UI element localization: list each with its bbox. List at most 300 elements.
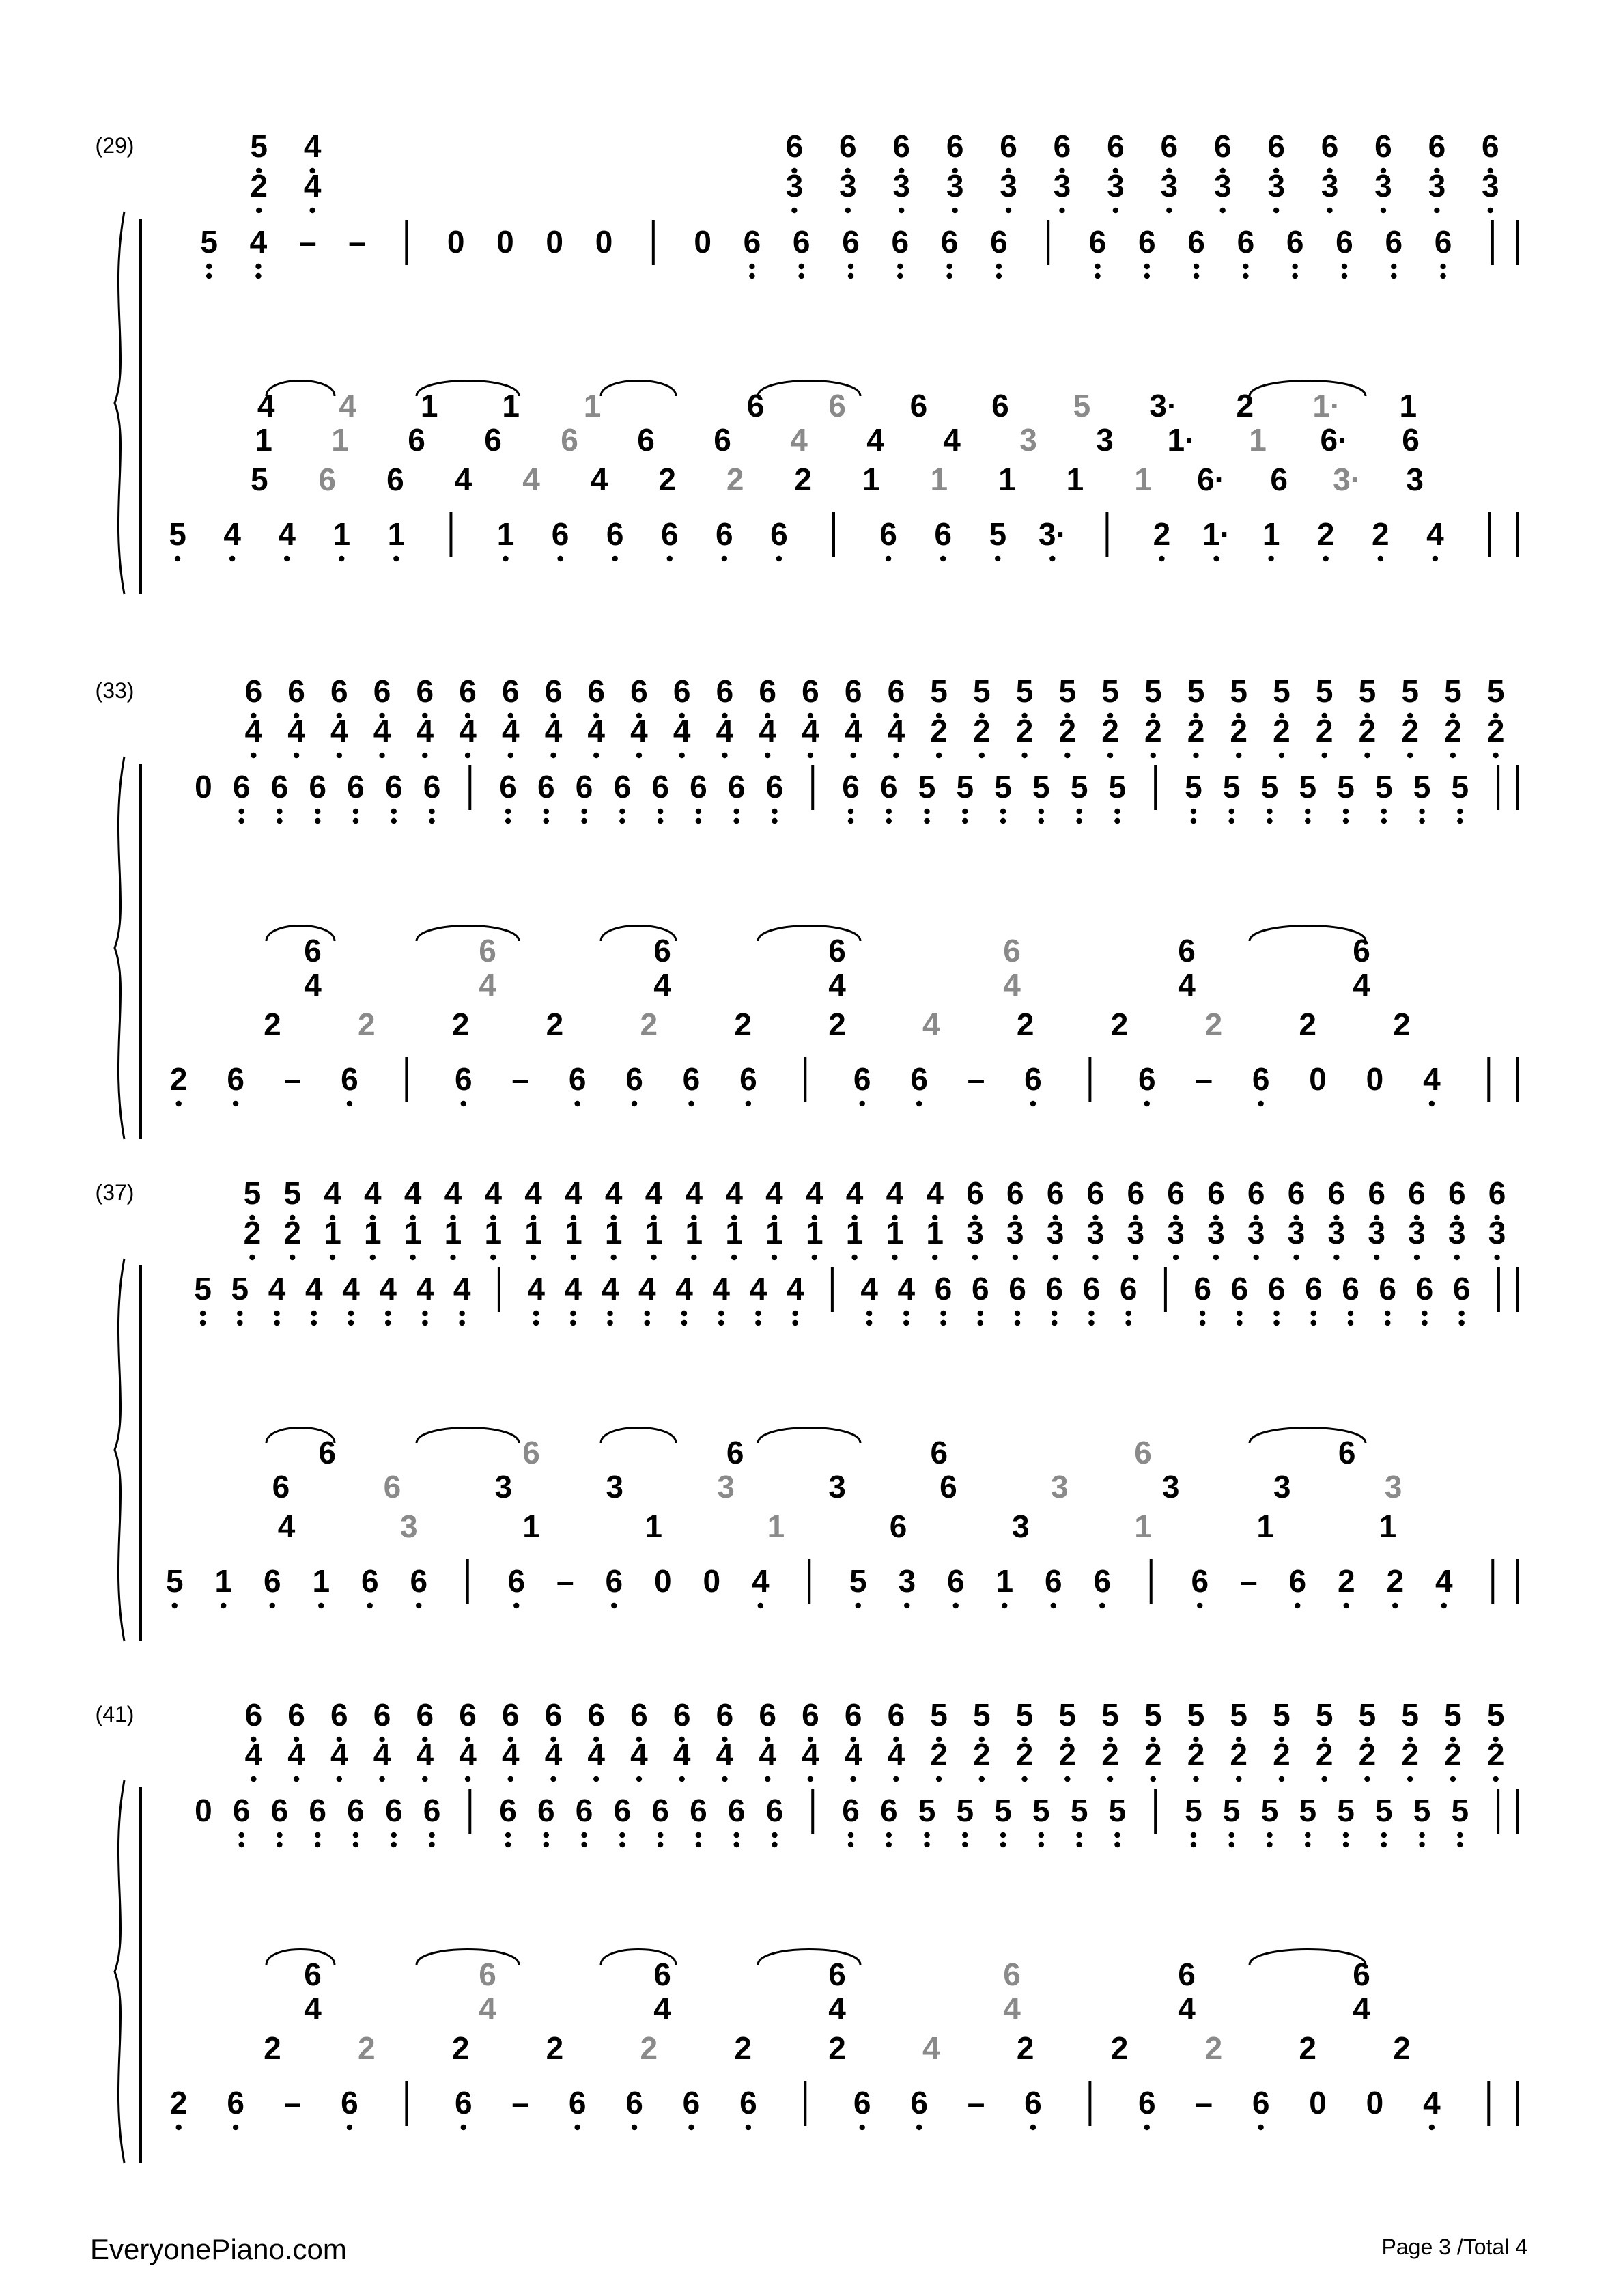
octave-dot — [1015, 1311, 1020, 1316]
octave-dot — [1114, 809, 1120, 814]
octave-dot — [1343, 809, 1349, 814]
treble-chord-note: 6 — [1107, 128, 1125, 164]
treble-note: 0 — [195, 1793, 212, 1828]
octave-dot — [924, 1842, 929, 1847]
octave-dot — [422, 1320, 427, 1326]
bass-chord-note: 2 — [264, 2030, 281, 2066]
octave-dot — [932, 1255, 937, 1260]
bass-chord-note: 6 — [991, 388, 1009, 423]
octave-dot — [1144, 273, 1150, 279]
octave-dot — [658, 818, 663, 824]
treble-chord-note: 5 — [1187, 1697, 1205, 1733]
octave-dot — [848, 264, 853, 269]
bass-note: 6 — [568, 1061, 587, 1097]
octave-dot — [249, 1255, 255, 1260]
treble-chord-note: 4 — [926, 1175, 944, 1211]
octave-dot — [632, 1101, 637, 1106]
octave-dot — [1292, 264, 1297, 269]
octave-dot — [1342, 264, 1347, 269]
octave-dot — [429, 809, 434, 814]
octave-dot — [318, 1603, 324, 1608]
bass-chord-note: 1 — [930, 462, 948, 497]
slur — [758, 1428, 860, 1444]
treble-note: 4 — [342, 1271, 360, 1306]
octave-dot — [1429, 2125, 1435, 2130]
bass-chord-note: 1 — [1399, 388, 1417, 423]
slur — [417, 1950, 519, 1965]
treble-chord-note: 4 — [802, 1737, 819, 1772]
octave-dot — [1273, 1320, 1279, 1326]
bass-chord-note: 6· — [1320, 422, 1349, 458]
bass-chord-note: 6 — [304, 1957, 322, 1992]
octave-dot — [611, 1603, 617, 1608]
treble-note: 6 — [651, 769, 669, 804]
treble-chord-note: 1 — [805, 1215, 823, 1250]
treble-chord-note: 3 — [1167, 1215, 1185, 1250]
treble-note: 5 — [1451, 769, 1469, 804]
octave-dot — [550, 1776, 556, 1782]
octave-dot — [681, 1320, 687, 1326]
treble-chord-note: 5 — [973, 1697, 991, 1733]
bass-note: 6 — [606, 516, 624, 552]
octave-dot — [667, 556, 673, 561]
bass-chord-note: 4 — [866, 422, 884, 458]
octave-dot — [581, 1832, 587, 1838]
treble-chord-note: 6 — [1160, 128, 1179, 164]
treble-note: 6 — [575, 1793, 593, 1828]
bass-chord-note: 2 — [1110, 2030, 1129, 2066]
octave-dot — [936, 1776, 942, 1782]
treble-chord-note: 2 — [1273, 713, 1290, 748]
treble-chord-note: 3 — [1086, 1215, 1105, 1250]
treble-chord-note: 6 — [1213, 128, 1232, 164]
octave-dot — [848, 818, 853, 824]
octave-dot — [1236, 753, 1241, 758]
octave-dot — [1095, 273, 1100, 279]
octave-dot — [1391, 264, 1396, 269]
treble-note: 4 — [638, 1271, 656, 1306]
octave-dot — [1273, 1311, 1279, 1316]
octave-dot — [1002, 1603, 1007, 1608]
octave-dot — [505, 1832, 511, 1838]
treble-chord-note: 2 — [243, 1215, 262, 1250]
treble-note: 6 — [423, 1793, 441, 1828]
octave-dot — [315, 1832, 320, 1838]
octave-dot — [347, 2125, 352, 2130]
octave-dot — [746, 1101, 751, 1106]
bass-note: 4 — [1426, 516, 1444, 552]
treble-chord-note: 4 — [805, 1175, 823, 1211]
octave-dot — [1493, 1776, 1498, 1782]
octave-dot — [1229, 1842, 1234, 1847]
bass-note: 4 — [278, 516, 296, 552]
treble-chord-note: 5 — [1358, 1697, 1377, 1733]
bass-chord-note: 6 — [318, 1435, 337, 1470]
octave-dot — [1193, 753, 1198, 758]
octave-dot — [544, 1842, 549, 1847]
treble-chord-note: 6 — [373, 673, 391, 709]
octave-dot — [459, 1311, 464, 1316]
treble-note: 5 — [918, 769, 936, 804]
treble-chord-note: 5 — [1058, 673, 1077, 709]
bass-note: – — [511, 1061, 530, 1097]
octave-dot — [1088, 1311, 1094, 1316]
bass-chord-note: 4 — [790, 422, 808, 458]
treble-chord-note: 1 — [886, 1215, 904, 1250]
octave-dot — [1494, 1255, 1499, 1260]
octave-dot — [1144, 2125, 1150, 2130]
treble-note: 0 — [546, 224, 564, 260]
treble-chord-note: 6 — [416, 1697, 434, 1733]
octave-dot — [391, 1832, 397, 1838]
octave-dot — [953, 1603, 959, 1608]
treble-chord-note: 6 — [1428, 128, 1446, 164]
treble-chord-note: 6 — [802, 673, 819, 709]
treble-note: 4 — [268, 1271, 286, 1306]
octave-dot — [1419, 1842, 1424, 1847]
octave-dot — [550, 753, 556, 758]
treble-chord-note: 4 — [673, 1737, 691, 1772]
octave-dot — [422, 753, 427, 758]
treble-chord-note: 2 — [1401, 1737, 1419, 1772]
octave-dot — [570, 1311, 576, 1316]
octave-dot — [391, 809, 397, 814]
bass-chord-note: 4 — [304, 967, 322, 1003]
treble-chord-note: 3 — [1481, 168, 1499, 204]
octave-dot — [886, 556, 891, 561]
treble-note: 6 — [743, 224, 761, 260]
bass-note: 6 — [770, 516, 788, 552]
octave-dot — [1220, 208, 1226, 213]
octave-dot — [337, 753, 342, 758]
bass-chord-note: 4 — [479, 1991, 496, 2026]
octave-dot — [808, 1776, 813, 1782]
bass-chord-note: 6 — [561, 422, 578, 458]
treble-note: 6 — [1082, 1271, 1101, 1306]
treble-chord-note: 1 — [845, 1215, 864, 1250]
bass-note: 6 — [853, 1061, 871, 1097]
treble-note: 5 — [1375, 1793, 1393, 1828]
bass-chord-note: 4 — [828, 967, 846, 1003]
bass-note: – — [967, 2085, 985, 2120]
octave-dot — [339, 556, 344, 561]
octave-dot — [755, 1320, 761, 1326]
octave-dot — [505, 809, 511, 814]
treble-chord-note: 5 — [930, 673, 948, 709]
bass-note: 6 — [1138, 2085, 1156, 2120]
treble-note: 6 — [499, 769, 517, 804]
bass-note: 6 — [341, 1061, 358, 1097]
treble-note: 4 — [249, 224, 268, 260]
octave-dot — [1344, 1603, 1349, 1608]
octave-dot — [311, 1311, 317, 1316]
octave-dot — [570, 1320, 576, 1326]
octave-dot — [1419, 809, 1424, 814]
octave-dot — [1200, 1320, 1205, 1326]
treble-chord-note: 4 — [587, 1737, 606, 1772]
treble-note: 5 — [1032, 769, 1050, 804]
bass-note: 1 — [996, 1563, 1014, 1599]
bass-note: 1 — [1262, 516, 1280, 552]
octave-dot — [237, 1311, 242, 1316]
treble-chord-note: 4 — [544, 713, 563, 748]
octave-dot — [848, 1832, 853, 1838]
octave-dot — [1279, 753, 1284, 758]
octave-dot — [1243, 264, 1248, 269]
octave-dot — [593, 1776, 599, 1782]
octave-dot — [1305, 809, 1310, 814]
bass-note: 5 — [169, 516, 186, 552]
octave-dot — [1422, 1320, 1427, 1326]
octave-dot — [611, 1255, 617, 1260]
treble-chord-note: 1 — [765, 1215, 783, 1250]
bass-note: 3· — [1038, 516, 1067, 552]
treble-note: 4 — [527, 1271, 545, 1306]
bass-chord-note: 4 — [943, 422, 961, 458]
page-number: Page 3 /Total 4 — [1381, 2235, 1527, 2259]
treble-note: – — [348, 224, 366, 260]
octave-dot — [899, 208, 904, 213]
octave-dot — [581, 1842, 587, 1847]
bass-chord-note: 2 — [1236, 388, 1254, 423]
octave-dot — [237, 1320, 242, 1326]
octave-dot — [1064, 753, 1070, 758]
treble-note: 6 — [842, 224, 860, 260]
octave-dot — [459, 1320, 464, 1326]
treble-chord-note: 4 — [501, 1737, 520, 1772]
treble-chord-note: 6 — [459, 1697, 477, 1733]
octave-dot — [508, 753, 513, 758]
treble-chord-note: 4 — [844, 1737, 862, 1772]
treble-chord-note: 2 — [1358, 1737, 1377, 1772]
treble-chord-note: 2 — [1444, 713, 1462, 748]
bass-note: 6 — [1191, 1563, 1209, 1599]
treble-chord-note: 4 — [887, 1737, 905, 1772]
treble-chord-note: 6 — [1287, 1175, 1306, 1211]
octave-dot — [1166, 208, 1172, 213]
treble-note: 6 — [1088, 224, 1107, 260]
treble-chord-note: 6 — [544, 673, 563, 709]
octave-dot — [1267, 818, 1272, 824]
treble-note: 4 — [564, 1271, 582, 1306]
treble-note: 4 — [749, 1271, 767, 1306]
octave-dot — [1229, 809, 1234, 814]
treble-chord-note: 6 — [844, 1697, 862, 1733]
octave-dot — [952, 208, 957, 213]
octave-dot — [461, 2125, 466, 2130]
bass-chord-note: 6 — [1353, 933, 1370, 968]
octave-dot — [924, 809, 929, 814]
treble-chord-note: 4 — [524, 1175, 542, 1211]
octave-dot — [1125, 1320, 1131, 1326]
treble-chord-note: 3 — [1213, 168, 1232, 204]
octave-dot — [1099, 1603, 1105, 1608]
treble-chord-note: 3 — [1053, 168, 1071, 204]
octave-dot — [1107, 753, 1113, 758]
octave-dot — [1006, 208, 1011, 213]
octave-dot — [429, 818, 434, 824]
octave-dot — [619, 1842, 625, 1847]
octave-dot — [284, 556, 290, 561]
treble-chord-note: 3 — [1321, 168, 1339, 204]
octave-dot — [221, 1603, 226, 1608]
bass-chord-note: 4 — [828, 1991, 846, 2026]
bass-chord-note: 4 — [1353, 1991, 1370, 2026]
treble-note: 6 — [1379, 1271, 1397, 1306]
octave-dot — [1493, 753, 1498, 758]
treble-note: 5 — [994, 1793, 1012, 1828]
octave-dot — [1030, 1101, 1036, 1106]
octave-dot — [749, 273, 754, 279]
treble-chord-note: 5 — [1230, 673, 1248, 709]
octave-dot — [490, 1255, 496, 1260]
octave-dot — [645, 1311, 650, 1316]
treble-chord-note: 6 — [966, 1175, 984, 1211]
treble-note: 6 — [309, 1793, 326, 1828]
treble-chord-note: 2 — [930, 713, 948, 748]
octave-dot — [229, 556, 235, 561]
bass-chord-note: 1· — [1312, 388, 1341, 423]
treble-note: 5 — [1375, 769, 1393, 804]
octave-dot — [866, 1320, 872, 1326]
octave-dot — [1343, 818, 1349, 824]
slur — [266, 1950, 335, 1965]
octave-dot — [886, 1832, 892, 1838]
octave-dot — [353, 818, 358, 824]
treble-chord-note: 3 — [785, 168, 804, 204]
treble-note: 0 — [694, 224, 711, 260]
bass-note: 6 — [568, 2085, 587, 2120]
treble-chord-note: 2 — [1486, 713, 1505, 748]
bass-chord-note: 4 — [1003, 967, 1021, 1003]
treble-chord-note: 2 — [1187, 713, 1205, 748]
bass-chord-note: 2 — [1204, 2030, 1223, 2066]
octave-dot — [850, 1776, 856, 1782]
bass-chord-note: 2 — [828, 2030, 846, 2066]
bass-note: 0 — [703, 1563, 721, 1599]
bass-note: 6 — [361, 1563, 379, 1599]
bass-note: 6 — [910, 1061, 928, 1097]
treble-note: 6 — [792, 224, 810, 260]
octave-dot — [1237, 1320, 1242, 1326]
treble-chord-note: 6 — [501, 673, 520, 709]
octave-dot — [892, 1255, 897, 1260]
octave-dot — [612, 556, 617, 561]
treble-chord-note: 1 — [604, 1215, 623, 1250]
bass-chord-note: 6 — [318, 462, 337, 497]
octave-dot — [893, 1776, 899, 1782]
octave-dot — [1333, 1255, 1339, 1260]
treble-chord-note: 4 — [716, 713, 734, 748]
treble-note: 6 — [1304, 1271, 1323, 1306]
treble-chord-note: 2 — [973, 713, 991, 748]
octave-dot — [1051, 1603, 1056, 1608]
octave-dot — [1440, 273, 1445, 279]
octave-dot — [581, 809, 587, 814]
octave-dot — [1422, 1311, 1427, 1316]
bass-chord-note: 2 — [828, 1007, 846, 1042]
bass-note: 1 — [214, 1563, 233, 1599]
octave-dot — [379, 753, 384, 758]
bass-chord-note: 2 — [1393, 1007, 1411, 1042]
octave-dot — [850, 753, 856, 758]
bass-chord-note: 6 — [746, 388, 765, 423]
octave-dot — [461, 1101, 466, 1106]
octave-dot — [1151, 753, 1156, 758]
bass-note: 1 — [333, 516, 351, 552]
octave-dot — [916, 1101, 922, 1106]
octave-dot — [772, 1842, 777, 1847]
bass-note: 2 — [1316, 516, 1335, 552]
treble-note: 6 — [1230, 1271, 1249, 1306]
treble-chord-note: 5 — [1058, 1697, 1077, 1733]
bass-chord-note: 3· — [1333, 462, 1361, 497]
treble-chord-note: 3 — [1408, 1215, 1426, 1250]
treble-note: 4 — [786, 1271, 804, 1306]
treble-note: 5 — [1413, 769, 1431, 804]
octave-dot — [979, 1776, 985, 1782]
treble-chord-note: 1 — [524, 1215, 542, 1250]
treble-note: 5 — [194, 1271, 212, 1306]
bass-chord-note: 4 — [1178, 967, 1196, 1003]
octave-dot — [903, 1311, 909, 1316]
bass-note: 6 — [625, 2085, 643, 2120]
treble-chord-note: 4 — [364, 1175, 382, 1211]
treble-note: 6 — [990, 224, 1008, 260]
octave-dot — [866, 1311, 872, 1316]
octave-dot — [979, 753, 985, 758]
octave-dot — [1191, 809, 1196, 814]
octave-dot — [904, 1603, 909, 1608]
octave-dot — [1200, 1311, 1205, 1316]
treble-chord-note: 4 — [404, 1175, 422, 1211]
treble-chord-note: 6 — [1000, 128, 1017, 164]
octave-dot — [416, 1603, 421, 1608]
treble-note: 5 — [1108, 1793, 1127, 1828]
bass-chord-note: 4 — [479, 967, 496, 1003]
treble-note: 4 — [416, 1271, 434, 1306]
octave-dot — [1076, 818, 1082, 824]
bass-chord-note: 4 — [1353, 967, 1370, 1003]
bass-note: 6 — [934, 516, 952, 552]
octave-dot — [758, 1603, 763, 1608]
bass-chord-note: 2 — [1204, 1007, 1223, 1042]
treble-chord-note: 4 — [630, 713, 648, 748]
octave-dot — [996, 273, 1002, 279]
treble-chord-note: 1 — [444, 1215, 462, 1250]
bass-chord-note: 4 — [454, 462, 472, 497]
bass-chord-note: 5 — [250, 462, 268, 497]
octave-dot — [277, 809, 282, 814]
treble-note: – — [298, 224, 317, 260]
treble-note: 6 — [842, 1793, 860, 1828]
treble-chord-note: 2 — [1315, 713, 1333, 748]
octave-dot — [274, 1320, 279, 1326]
octave-dot — [1267, 809, 1272, 814]
bass-note: 0 — [1366, 1061, 1384, 1097]
treble-chord-note: 4 — [565, 1175, 582, 1211]
treble-note: 6 — [537, 769, 555, 804]
octave-dot — [1237, 1311, 1242, 1316]
bass-chord-note: 3 — [1384, 1469, 1402, 1504]
treble-chord-note: 5 — [1187, 673, 1205, 709]
octave-dot — [856, 1603, 861, 1608]
treble-chord-note: 6 — [244, 673, 263, 709]
system-brace — [115, 212, 124, 594]
site-footer[interactable]: EveryonePiano.com — [90, 2233, 347, 2265]
octave-dot — [1254, 1255, 1259, 1260]
octave-dot — [1076, 1832, 1082, 1838]
